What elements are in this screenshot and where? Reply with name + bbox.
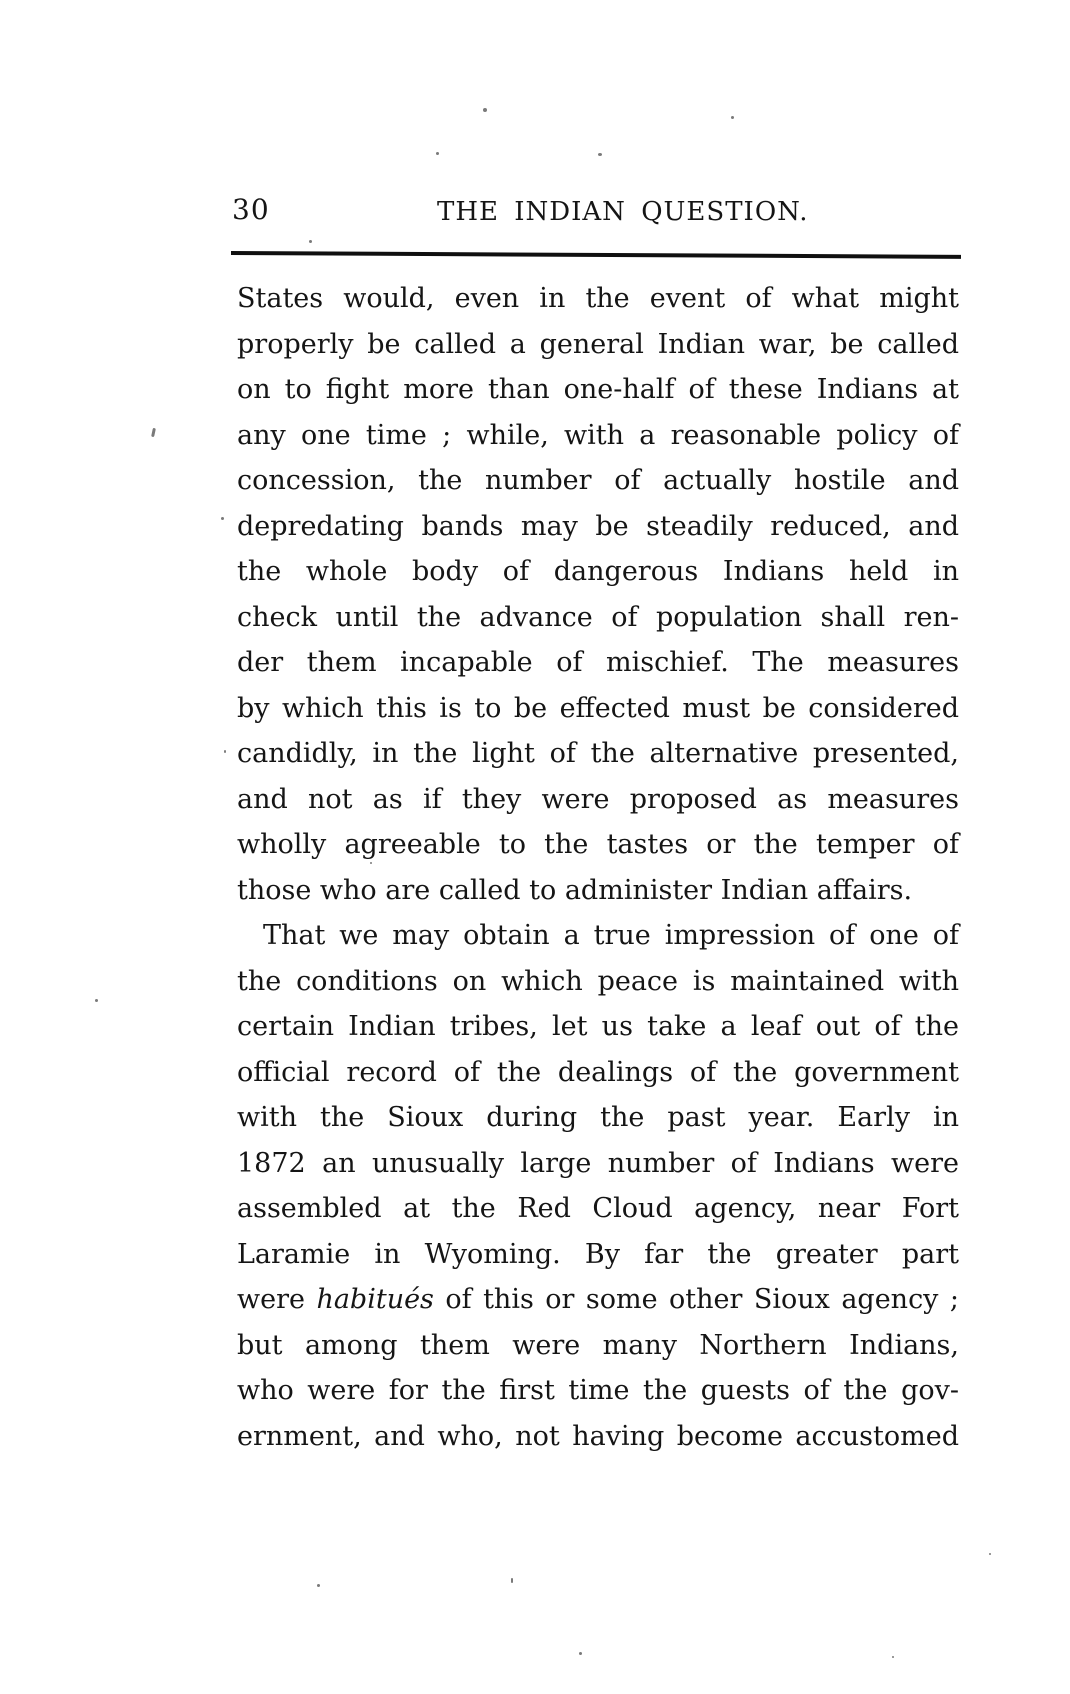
header-rule bbox=[231, 251, 961, 259]
page-number: 30 bbox=[232, 193, 270, 226]
scan-speck bbox=[989, 1553, 991, 1555]
text-segment: of this or some other Sioux agency ; bbox=[433, 1284, 959, 1315]
text-line: Laramie in Wyoming. By far the greater part bbox=[237, 1238, 959, 1270]
text-line: the conditions on which peace is maintained with bbox=[237, 965, 959, 997]
text-line: by which this is to be effected must be considered bbox=[237, 692, 959, 724]
scan-speck bbox=[95, 999, 98, 1002]
text-line: with the Sioux during the past year. Early in bbox=[237, 1102, 959, 1133]
scan-speck bbox=[731, 116, 734, 119]
text-line: concession, the number of actually hostile and bbox=[237, 465, 959, 496]
text-line: check until the advance of population shall ren- bbox=[237, 601, 959, 633]
text-line: who were for the first time the guests of the gov- bbox=[237, 1375, 959, 1406]
page-text bbox=[237, 276, 959, 1459]
text-line: certain Indian tribes, let us take a leaf out of the bbox=[237, 1011, 959, 1042]
scan-speck bbox=[151, 428, 156, 437]
italic-term: habitués bbox=[316, 1284, 434, 1315]
scan-speck bbox=[598, 153, 602, 156]
text-segment: were bbox=[237, 1284, 317, 1315]
scan-speck bbox=[221, 517, 224, 520]
text-line: any one time ; while, with a reasonable policy of bbox=[237, 419, 959, 451]
text-line: States would, even in the event of what might bbox=[237, 283, 959, 314]
scan-speck bbox=[370, 862, 372, 864]
scan-speck bbox=[224, 750, 226, 753]
text-line: depredating bands may be steadily reduced, and bbox=[237, 510, 959, 542]
text-line-paragraph-end: those who are called to administer Indian affairs. bbox=[237, 874, 913, 906]
text-line: der them incapable of mischief. The measures bbox=[237, 647, 959, 678]
scan-speck bbox=[579, 1652, 582, 1655]
scan-speck bbox=[511, 1578, 513, 1583]
text-line: properly be called a general Indian war, be called bbox=[237, 328, 959, 360]
text-line: wholly agreeable to the tastes or the temper of bbox=[237, 829, 959, 860]
text-line: on to fight more than one-half of these Indians at bbox=[237, 374, 959, 405]
text-line: the whole body of dangerous Indians held in bbox=[237, 556, 959, 587]
text-line-with-italic bbox=[237, 1277, 959, 1323]
text-line: and not as if they were proposed as measures bbox=[237, 783, 959, 815]
text-line: 1872 an unusually large number of Indians were bbox=[237, 1147, 959, 1179]
scan-speck bbox=[892, 1656, 894, 1658]
running-title: THE INDIAN QUESTION. bbox=[437, 197, 809, 227]
scan-speck bbox=[309, 240, 312, 243]
text-line: candidly, in the light of the alternative presented, bbox=[237, 738, 959, 769]
scan-speck bbox=[483, 108, 487, 112]
text-line: but among them were many Northern Indians, bbox=[237, 1329, 959, 1361]
text-line: assembled at the Red Cloud agency, near Fort bbox=[237, 1193, 959, 1224]
text-line: ernment, and who, not having become accustomed bbox=[237, 1420, 959, 1452]
text-line-paragraph-start: That we may obtain a true impression of one of bbox=[263, 920, 959, 951]
scan-speck bbox=[436, 152, 439, 155]
text-line: official record of the dealings of the government bbox=[237, 1056, 959, 1088]
scan-speck bbox=[317, 1584, 320, 1587]
